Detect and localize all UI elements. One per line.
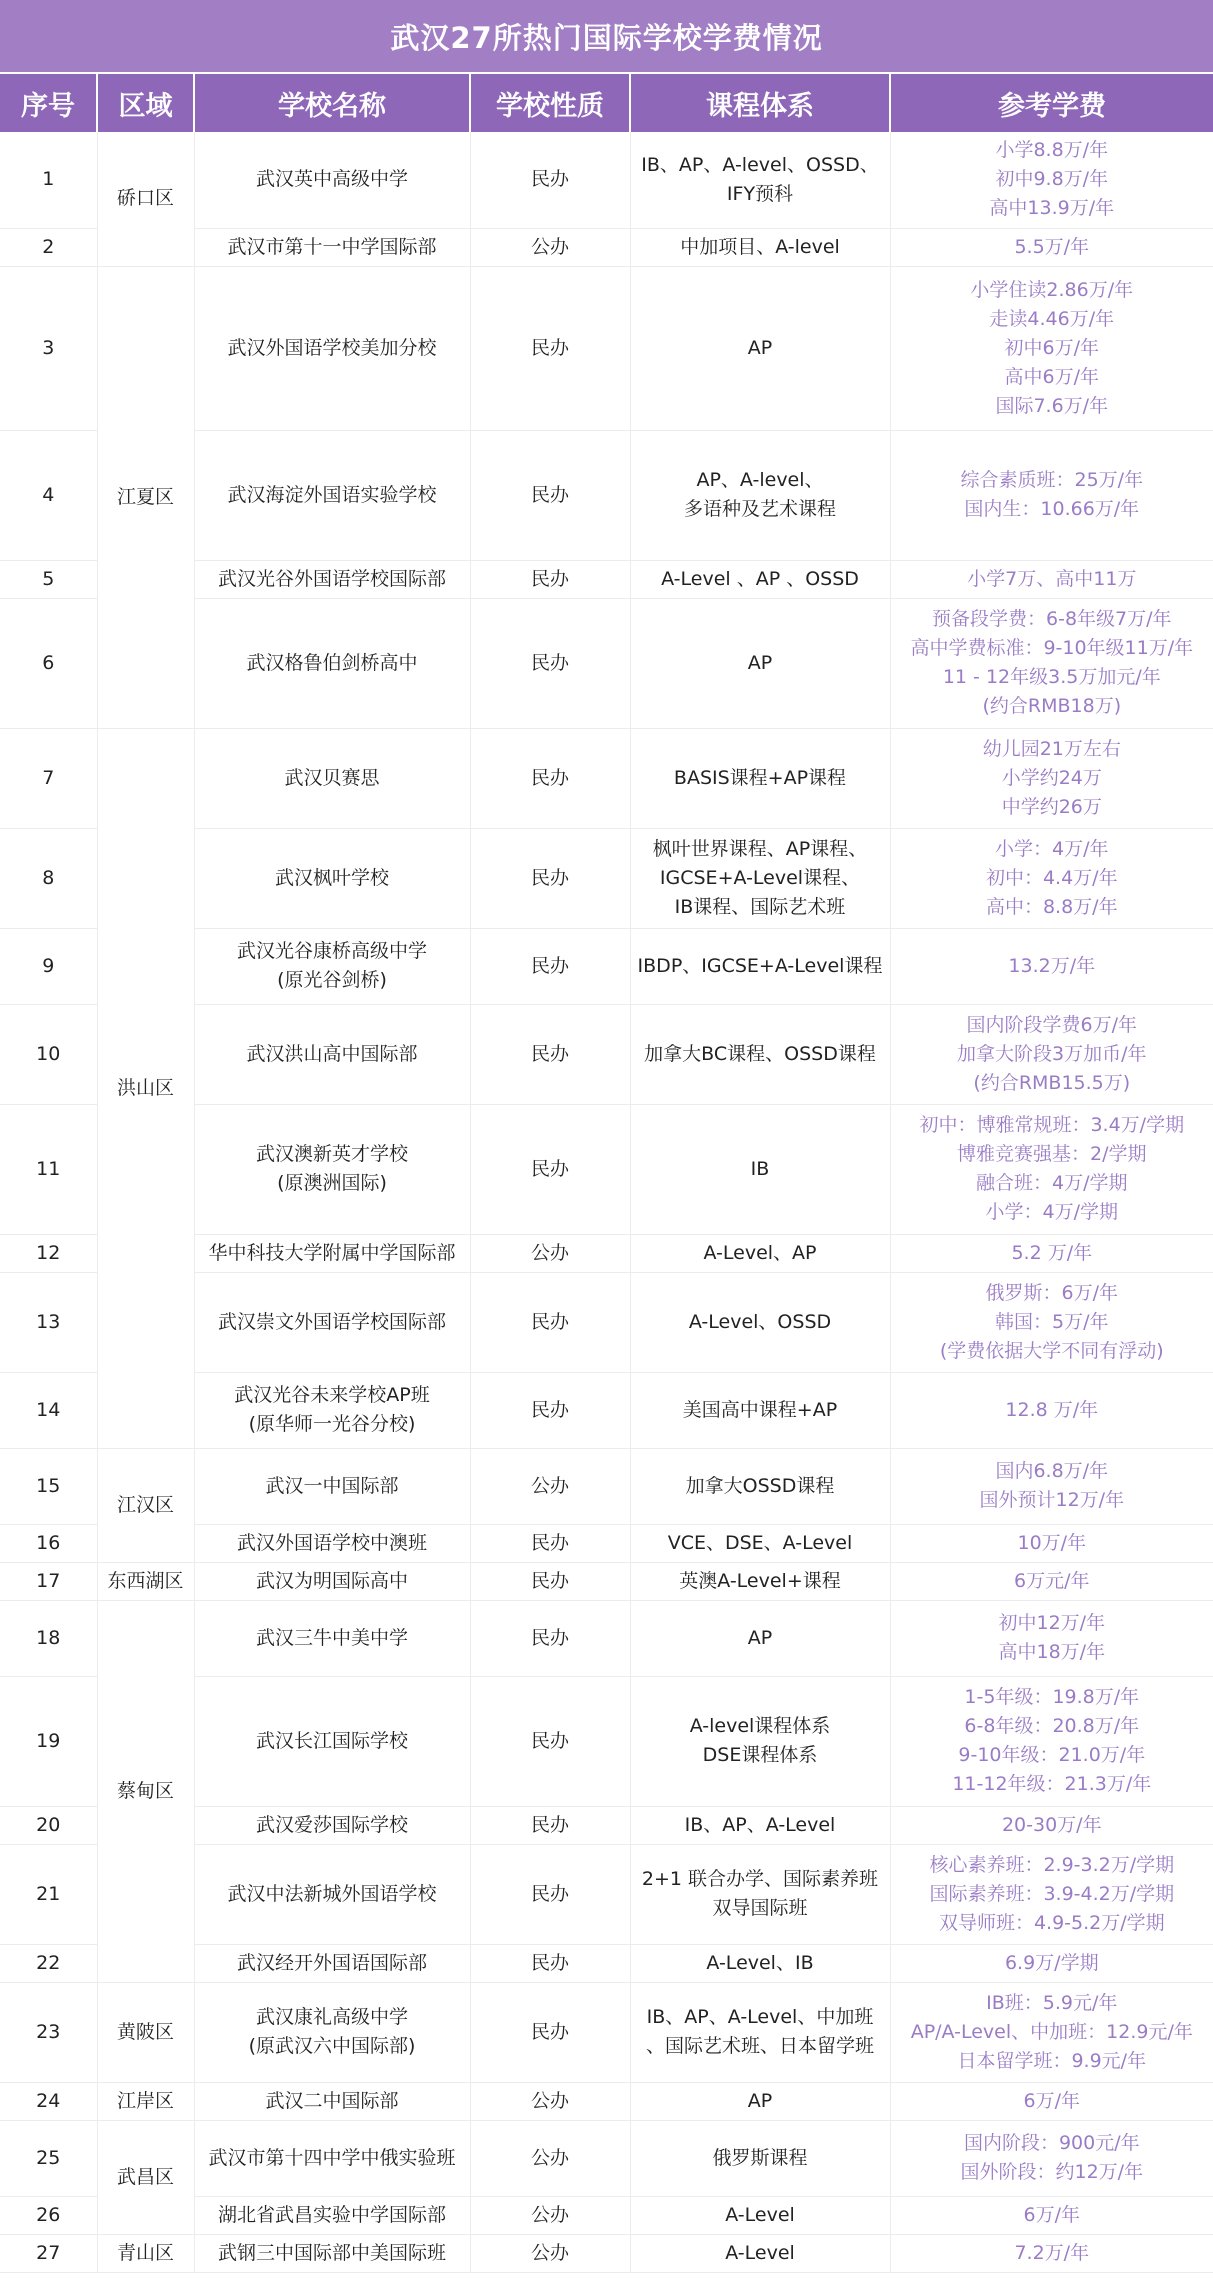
school-name-line: 武汉市第十一中学国际部 (227, 235, 437, 258)
school-name (194, 728, 470, 828)
fee-cell (890, 2234, 1213, 2272)
school-name (194, 1676, 470, 1806)
fee-line: 双导师班：4.9-5.2万/学期 (938, 1911, 1165, 1934)
curriculum-cell (630, 1372, 890, 1448)
fee-line: 5.2 万/年 (1011, 1241, 1093, 1264)
fee-cell (890, 1524, 1213, 1562)
fee-line: 20-30万/年 (1001, 1813, 1102, 1836)
school-nature: 民办 (470, 132, 630, 228)
fee-line: 6万元/年 (1014, 1569, 1090, 1592)
fee-cell (890, 228, 1213, 266)
curriculum-line: AP (747, 1626, 773, 1649)
school-name (194, 560, 470, 598)
fee-cell (890, 828, 1213, 928)
header-index: 序号 (0, 73, 97, 132)
fee-cell (890, 560, 1213, 598)
fee-line: 核心素养班：2.9-3.2万/学期 (929, 1853, 1175, 1876)
curriculum-line: IGCSE+A-Level课程、 (659, 866, 861, 889)
fee-cell (890, 928, 1213, 1004)
fee-line: 韩国：5万/年 (995, 1310, 1109, 1333)
school-name (194, 1524, 470, 1562)
school-nature: 公办 (470, 228, 630, 266)
curriculum-cell (630, 1844, 890, 1944)
curriculum-line: IB课程、国际艺术班 (674, 895, 846, 918)
curriculum-line: IB (750, 1157, 770, 1180)
school-nature: 民办 (470, 1600, 630, 1676)
fee-line: 6-8年级：20.8万/年 (964, 1715, 1140, 1737)
school-name (194, 1844, 470, 1944)
curriculum-cell (630, 430, 890, 560)
table-body (0, 132, 1213, 2272)
school-name-line: 湖北省武昌实验中学国际部 (217, 2203, 446, 2226)
curriculum-line: IB、AP、A-level、OSSD、 (641, 153, 879, 176)
fee-line: 初中：4.4万/年 (985, 866, 1118, 889)
school-name (194, 1600, 470, 1676)
school-name-line: 武汉格鲁伯剑桥高中 (246, 651, 418, 674)
fee-line: 小学住读2.86万/年 (970, 278, 1134, 301)
school-name-line: (原澳洲国际) (277, 1172, 387, 1194)
school-name (194, 132, 470, 228)
fee-cell (890, 430, 1213, 560)
curriculum-cell (630, 1944, 890, 1982)
fee-line: 国外阶段：约12万/年 (960, 2161, 1144, 2183)
fee-line: 小学7万、高中11万 (967, 567, 1137, 590)
school-name-line: 武汉二中国际部 (265, 2089, 399, 2112)
school-name-line: 武汉光谷外国语学校国际部 (217, 567, 446, 590)
curriculum-line: 俄罗斯课程 (712, 2146, 808, 2169)
row-index: 11 (0, 1104, 97, 1234)
school-nature: 公办 (470, 1448, 630, 1524)
curriculum-line: AP (747, 2089, 773, 2112)
curriculum-line: BASIS课程+AP课程 (673, 766, 847, 789)
school-nature: 公办 (470, 2082, 630, 2120)
school-name (194, 228, 470, 266)
fee-cell (890, 266, 1213, 430)
school-name-line: 武汉中法新城外国语学校 (227, 1882, 437, 1905)
curriculum-cell (630, 132, 890, 228)
row-index: 16 (0, 1524, 97, 1562)
fee-line: 9-10年级：21.0万/年 (958, 1744, 1146, 1766)
curriculum-cell (630, 1004, 890, 1104)
curriculum-line: AP (747, 651, 773, 674)
fee-line: 高中学费标准：9-10年级11万/年 (910, 637, 1194, 659)
fee-line: 小学：4万/学期 (985, 1201, 1119, 1223)
curriculum-cell (630, 928, 890, 1004)
fee-line: 国内生：10.66万/年 (964, 498, 1140, 520)
fee-line: 小学约24万 (1001, 766, 1102, 789)
fee-line: (约合RMB18万) (982, 695, 1122, 717)
curriculum-cell (630, 2120, 890, 2196)
school-name (194, 1372, 470, 1448)
header-school-name: 学校名称 (194, 73, 470, 132)
fee-cell (890, 1234, 1213, 1272)
school-nature: 民办 (470, 1806, 630, 1844)
school-name (194, 2120, 470, 2196)
school-name (194, 928, 470, 1004)
table-row (0, 1600, 1213, 1676)
fee-cell (890, 2082, 1213, 2120)
curriculum-line: VCE、DSE、A-Level (667, 1531, 853, 1554)
fee-cell (890, 1004, 1213, 1104)
fee-cell (890, 2196, 1213, 2234)
curriculum-cell (630, 560, 890, 598)
curriculum-cell (630, 2234, 890, 2272)
curriculum-line: A-level课程体系 (689, 1715, 831, 1737)
header-region: 区域 (97, 73, 194, 132)
school-name (194, 1234, 470, 1272)
region-cell: 东西湖区 (97, 1562, 194, 1600)
table-row (0, 266, 1213, 430)
row-index: 23 (0, 1982, 97, 2082)
school-name-line: 武汉枫叶学校 (274, 866, 389, 889)
region-cell: 黄陂区 (97, 1982, 194, 2082)
fee-line: 融合班：4万/学期 (976, 1172, 1128, 1194)
row-index: 4 (0, 430, 97, 560)
school-name (194, 828, 470, 928)
table-row (0, 132, 1213, 228)
curriculum-cell (630, 2082, 890, 2120)
school-name (194, 430, 470, 560)
curriculum-line: 2+1 联合办学、国际素养班 (641, 1868, 879, 1890)
row-index: 1 (0, 132, 97, 228)
table-row (0, 1562, 1213, 1600)
row-index: 15 (0, 1448, 97, 1524)
curriculum-cell (630, 2196, 890, 2234)
school-nature: 公办 (470, 2196, 630, 2234)
curriculum-line: 加拿大BC课程、OSSD课程 (644, 1042, 876, 1065)
row-index: 13 (0, 1272, 97, 1372)
region-cell: 江岸区 (97, 2082, 194, 2120)
school-name (194, 1104, 470, 1234)
fee-line: 中学约26万 (1001, 795, 1102, 818)
fee-cell (890, 598, 1213, 728)
row-index: 27 (0, 2234, 97, 2272)
school-nature: 民办 (470, 430, 630, 560)
fee-line: 1-5年级：19.8万/年 (964, 1686, 1140, 1708)
fee-line: 6万/年 (1023, 2089, 1081, 2112)
fee-line: 6万/年 (1023, 2203, 1081, 2226)
fee-cell (890, 1806, 1213, 1844)
school-name-line: 武汉三牛中美中学 (255, 1626, 408, 1649)
school-name-line: 武汉贝赛思 (284, 766, 380, 789)
fee-line: 高中13.9万/年 (989, 197, 1115, 220)
row-index: 2 (0, 228, 97, 266)
fee-cell (890, 1104, 1213, 1234)
header-fee: 参考学费 (890, 73, 1213, 132)
fee-line: 博雅竞赛强基：2/学期 (957, 1143, 1147, 1165)
fee-line: 11 - 12年级3.5万加元/年 (942, 666, 1161, 688)
curriculum-cell (630, 1448, 890, 1524)
fee-line: 小学：4万/年 (995, 837, 1109, 860)
curriculum-cell (630, 1600, 890, 1676)
curriculum-cell (630, 1234, 890, 1272)
school-nature: 民办 (470, 928, 630, 1004)
school-name-line: 武汉外国语学校美加分校 (227, 336, 437, 359)
row-index: 7 (0, 728, 97, 828)
fee-cell (890, 2120, 1213, 2196)
row-index: 17 (0, 1562, 97, 1600)
curriculum-line: IBDP、IGCSE+A-Level课程 (637, 954, 883, 977)
fee-line: 国内阶段：900元/年 (963, 2132, 1140, 2154)
curriculum-line: IFY预科 (726, 182, 794, 205)
curriculum-line: A-Level、AP (703, 1241, 817, 1264)
school-name-line: 武汉崇文外国语学校国际部 (217, 1310, 446, 1333)
school-name (194, 1004, 470, 1104)
fee-cell (890, 728, 1213, 828)
curriculum-line: A-Level、IB (706, 1951, 814, 1974)
curriculum-line: 中加项目、A-level (680, 235, 840, 258)
fee-line: 俄罗斯：6万/年 (985, 1281, 1119, 1304)
fee-cell (890, 1562, 1213, 1600)
fee-line: 初中6万/年 (1004, 336, 1100, 359)
row-index: 6 (0, 598, 97, 728)
curriculum-cell (630, 1806, 890, 1844)
school-nature: 民办 (470, 1844, 630, 1944)
curriculum-cell (630, 266, 890, 430)
curriculum-line: A-Level (725, 2203, 795, 2226)
school-nature: 民办 (470, 1982, 630, 2082)
fee-line: 6.9万/学期 (1004, 1951, 1099, 1974)
fee-line: 5.5万/年 (1014, 235, 1090, 258)
curriculum-line: 双导国际班 (712, 1897, 808, 1919)
fee-line: 加拿大阶段3万加币/年 (957, 1042, 1147, 1065)
fee-line: 13.2万/年 (1008, 954, 1096, 977)
curriculum-cell (630, 1982, 890, 2082)
header-row (0, 73, 1213, 132)
curriculum-cell (630, 828, 890, 928)
school-name-line: 武汉一中国际部 (265, 1474, 399, 1497)
row-index: 25 (0, 2120, 97, 2196)
row-index: 8 (0, 828, 97, 928)
school-nature: 民办 (470, 828, 630, 928)
school-nature: 民办 (470, 598, 630, 728)
table-row (0, 1982, 1213, 2082)
curriculum-line: 英澳A-Level+课程 (679, 1569, 841, 1592)
fee-cell (890, 132, 1213, 228)
curriculum-line: A-Level、OSSD (688, 1310, 832, 1333)
row-index: 3 (0, 266, 97, 430)
school-nature: 民办 (470, 728, 630, 828)
school-name-line: (原武汉六中国际部) (248, 2035, 416, 2057)
school-name-line: 武汉爱莎国际学校 (255, 1813, 408, 1836)
school-name (194, 1448, 470, 1524)
region-cell: 江夏区 (97, 266, 194, 728)
curriculum-line: IB、AP、A-Level (684, 1813, 836, 1836)
fee-line: 12.8 万/年 (1005, 1398, 1099, 1421)
row-index: 9 (0, 928, 97, 1004)
header-curriculum: 课程体系 (630, 73, 890, 132)
school-name (194, 2196, 470, 2234)
table-row (0, 2234, 1213, 2272)
curriculum-line: A-Level (725, 2241, 795, 2264)
row-index: 21 (0, 1844, 97, 1944)
table-row (0, 1448, 1213, 1524)
row-index: 20 (0, 1806, 97, 1844)
region-cell: 江汉区 (97, 1448, 194, 1562)
school-nature: 民办 (470, 1676, 630, 1806)
school-name-line: 武汉为明国际高中 (255, 1569, 408, 1592)
school-name-line: 武汉康礼高级中学 (255, 2006, 408, 2028)
fee-line: 11-12年级：21.3万/年 (952, 1773, 1152, 1795)
fee-line: 国内阶段学费6万/年 (966, 1013, 1138, 1036)
curriculum-cell (630, 1524, 890, 1562)
curriculum-cell (630, 1562, 890, 1600)
region-cell: 洪山区 (97, 728, 194, 1448)
fee-line: 小学8.8万/年 (995, 139, 1109, 162)
fee-line: 初中9.8万/年 (995, 168, 1109, 191)
school-nature: 民办 (470, 560, 630, 598)
row-index: 22 (0, 1944, 97, 1982)
row-index: 24 (0, 2082, 97, 2120)
table-row (0, 2120, 1213, 2196)
fee-line: 预备段学费：6-8年级7万/年 (932, 608, 1172, 630)
fee-cell (890, 1844, 1213, 1944)
row-index: 26 (0, 2196, 97, 2234)
school-nature: 民办 (470, 1104, 630, 1234)
curriculum-line: AP (747, 336, 773, 359)
curriculum-line: IB、AP、A-Level、中加班 (646, 2006, 874, 2028)
school-nature: 民办 (470, 1562, 630, 1600)
school-nature: 公办 (470, 1234, 630, 1272)
school-name (194, 1982, 470, 2082)
curriculum-line: 美国高中课程+AP (682, 1398, 838, 1421)
curriculum-cell (630, 228, 890, 266)
school-name-line: (原光谷剑桥) (277, 969, 387, 991)
school-nature: 民办 (470, 1524, 630, 1562)
school-name (194, 1806, 470, 1844)
school-name-line: 武汉市第十四中学中俄实验班 (208, 2146, 456, 2169)
fee-line: IB班：5.9元/年 (986, 1991, 1118, 2014)
school-name-line: 武汉海淀外国语实验学校 (227, 483, 437, 506)
row-index: 10 (0, 1004, 97, 1104)
school-name-line: 武汉洪山高中国际部 (246, 1042, 418, 1065)
fee-cell (890, 1372, 1213, 1448)
school-nature: 民办 (470, 1272, 630, 1372)
region-cell: 武昌区 (97, 2120, 194, 2234)
row-index: 19 (0, 1676, 97, 1806)
curriculum-line: 加拿大OSSD课程 (685, 1474, 835, 1497)
fee-cell (890, 1448, 1213, 1524)
fee-line: 综合素质班：25万/年 (960, 469, 1144, 491)
fee-line: 初中：博雅常规班：3.4万/学期 (919, 1114, 1185, 1136)
fee-cell (890, 1676, 1213, 1806)
fee-line: 高中6万/年 (1004, 365, 1100, 388)
table-row (0, 728, 1213, 828)
school-name (194, 598, 470, 728)
fee-line: 7.2万/年 (1014, 2241, 1090, 2264)
school-name-line: 武钢三中国际部中美国际班 (217, 2241, 446, 2264)
curriculum-line: 枫叶世界课程、AP课程、 (652, 837, 868, 860)
title-row (0, 0, 1213, 73)
school-name-line: 武汉澳新英才学校 (255, 1143, 408, 1165)
row-index: 5 (0, 560, 97, 598)
fee-line: (约合RMB15.5万) (973, 1071, 1131, 1094)
region-cell: 硚口区 (97, 132, 194, 266)
curriculum-line: A-Level 、AP 、OSSD (661, 567, 859, 590)
fee-line: 走读4.46万/年 (989, 307, 1115, 330)
school-nature: 民办 (470, 266, 630, 430)
school-nature: 公办 (470, 2234, 630, 2272)
row-index: 14 (0, 1372, 97, 1448)
school-name (194, 2082, 470, 2120)
fee-line: 国际7.6万/年 (995, 394, 1109, 417)
school-nature: 民办 (470, 1944, 630, 1982)
fee-cell (890, 1982, 1213, 2082)
school-name-line: 武汉经开外国语国际部 (236, 1951, 427, 1974)
fee-line: 10万/年 (1017, 1531, 1087, 1554)
fee-cell (890, 1944, 1213, 1982)
school-name-line: 武汉光谷未来学校AP班 (234, 1384, 430, 1406)
row-index: 18 (0, 1600, 97, 1676)
school-name (194, 1562, 470, 1600)
fee-line: 初中12万/年 (998, 1612, 1106, 1634)
curriculum-cell (630, 1104, 890, 1234)
region-cell: 青山区 (97, 2234, 194, 2272)
header-school-nature: 学校性质 (470, 73, 630, 132)
curriculum-cell (630, 728, 890, 828)
curriculum-line: DSE课程体系 (702, 1744, 818, 1766)
school-name-line: 武汉外国语学校中澳班 (236, 1531, 427, 1554)
school-nature: 民办 (470, 1004, 630, 1104)
school-name-line: 武汉长江国际学校 (255, 1729, 408, 1752)
school-name-line: (原华师一光谷分校) (248, 1413, 416, 1435)
fee-line: 国际素养班：3.9-4.2万/学期 (929, 1882, 1175, 1905)
fee-line: 国外预计12万/年 (979, 1489, 1125, 1511)
fee-line: 日本留学班：9.9元/年 (957, 2049, 1147, 2072)
school-name (194, 1272, 470, 1372)
school-nature: 民办 (470, 1372, 630, 1448)
curriculum-line: AP、A-level、 (696, 469, 824, 491)
fee-cell (890, 1272, 1213, 1372)
school-name-line: 武汉英中高级中学 (255, 168, 408, 191)
school-name-line: 华中科技大学附属中学国际部 (208, 1241, 456, 1264)
curriculum-line: 多语种及艺术课程 (683, 498, 836, 520)
fee-line: 高中：8.8万/年 (985, 895, 1118, 918)
table-title: 武汉27所热门国际学校学费情况 (0, 0, 1213, 73)
fee-line: AP/A-Level、中加班：12.9元/年 (910, 2020, 1193, 2043)
curriculum-cell (630, 1272, 890, 1372)
table-row (0, 2082, 1213, 2120)
school-nature: 公办 (470, 2120, 630, 2196)
fee-line: 国内6.8万/年 (995, 1460, 1109, 1482)
fee-line: 幼儿园21万左右 (982, 737, 1121, 760)
curriculum-line: 、国际艺术班、日本留学班 (645, 2035, 874, 2057)
school-name (194, 2234, 470, 2272)
school-name (194, 266, 470, 430)
row-index: 12 (0, 1234, 97, 1272)
curriculum-cell (630, 598, 890, 728)
curriculum-cell (630, 1676, 890, 1806)
school-name (194, 1944, 470, 1982)
fee-line: 高中18万/年 (998, 1641, 1106, 1663)
region-cell: 蔡甸区 (97, 1600, 194, 1982)
school-name-line: 武汉光谷康桥高级中学 (236, 940, 427, 962)
fee-line: (学费依据大学不同有浮动) (939, 1339, 1164, 1362)
fee-cell (890, 1600, 1213, 1676)
